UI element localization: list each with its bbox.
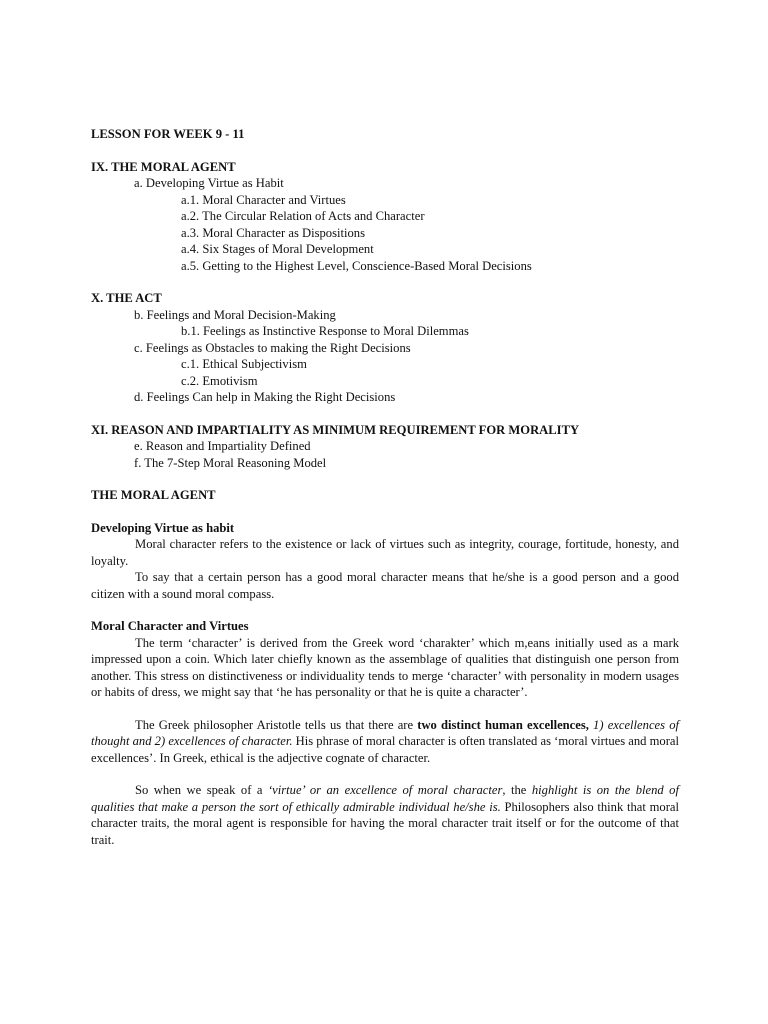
aristotle-text-2: His phrase of moral character is often translated as ‘moral virtues and moral excellences’. In Greek, ethical is the adjective cognate of character. <box>91 734 679 765</box>
virtue-italic-phrase-2: highlight is on the blend of qualities that make a person the sort of ethically admirable individual he/she is. <box>91 783 679 814</box>
outline-item-a: a. Developing Virtue as Habit <box>134 176 284 190</box>
paragraph-good-moral-character: To say that a certain person has a good moral character means that he/she is a good person and a good citizen with a sound moral compass. <box>91 570 679 601</box>
outline-item-a2: a.2. The Circular Relation of Acts and Character <box>181 209 425 223</box>
outline-item-a5: a.5. Getting to the Highest Level, Conscience-Based Moral Decisions <box>181 258 532 273</box>
aristotle-text-1: The Greek philosopher Aristotle tells us that there are <box>135 717 418 732</box>
outline-item-a1: a.1. Moral Character and Virtues <box>181 192 346 207</box>
paragraph-moral-character: Moral character refers to the existence or lack of virtues such as integrity, courage, fortitude, honesty, and loyalty. <box>91 537 679 568</box>
outline-item-b: b. Feelings and Moral Decision-Making <box>134 307 336 322</box>
outline-item-d: d. Feelings Can help in Making the Right Decisions <box>134 390 396 404</box>
section-9-heading: IX. THE MORAL AGENT <box>91 159 236 174</box>
aristotle-bold-phrase: two distinct human excellences, <box>417 717 589 732</box>
virtue-text-3: Philosophers also think that moral character traits, the moral agent is responsible for having the moral character trait itself or for the outcome of that trait. <box>91 799 679 847</box>
outline-item-f: f. The 7-Step Moral Reasoning Model <box>134 455 327 470</box>
paragraph-virtue <box>91 782 679 848</box>
lesson-title: LESSON FOR WEEK 9 - 11 <box>91 127 245 141</box>
aristotle-italic-phrase: 1) excellences of thought and 2) excellences of character. <box>91 717 679 748</box>
outline-item-c2: c.2. Emotivism <box>181 373 258 388</box>
outline-item-a3: a.3. Moral Character as Dispositions <box>181 225 365 240</box>
subheading-developing-virtue: Developing Virtue as habit <box>91 520 235 535</box>
virtue-text-1: So when we speak of a <box>135 783 268 797</box>
section-11-heading: XI. REASON AND IMPARTIALITY AS MINIMUM REQUIREMENT FOR MORALITY <box>91 422 580 437</box>
outline-item-e: e. Reason and Impartiality Defined <box>134 439 311 453</box>
subheading-moral-character-virtues: Moral Character and Virtues <box>91 619 249 633</box>
body-section-heading: THE MORAL AGENT <box>91 488 216 502</box>
outline-item-b1: b.1. Feelings as Instinctive Response to Moral Dilemmas <box>181 324 469 338</box>
virtue-italic-phrase-1: ‘virtue’ or an excellence of moral character <box>267 783 503 797</box>
paragraph-aristotle <box>91 717 679 767</box>
section-10-heading: X. THE ACT <box>91 291 162 305</box>
paragraph-term-character: The term ‘character’ is derived from the Greek word ‘charakter’ which m,eans initially used as a mark impressed upon a coin. Which later chiefly known as the assemblage of qualities that distinguish one person from another. This stress on distinctiveness or individuality tends to merge ‘character’ with personality in modern usages or habits of dress, we might say that ‘he has personality or that he is quite a character’. <box>91 635 679 699</box>
virtue-text-2: , the <box>502 783 532 797</box>
outline-item-a4: a.4. Six Stages of Moral Development <box>181 242 374 256</box>
document-content <box>91 126 679 848</box>
outline-item-c: c. Feelings as Obstacles to making the Right Decisions <box>134 340 411 355</box>
outline-item-c1: c.1. Ethical Subjectivism <box>181 357 307 371</box>
